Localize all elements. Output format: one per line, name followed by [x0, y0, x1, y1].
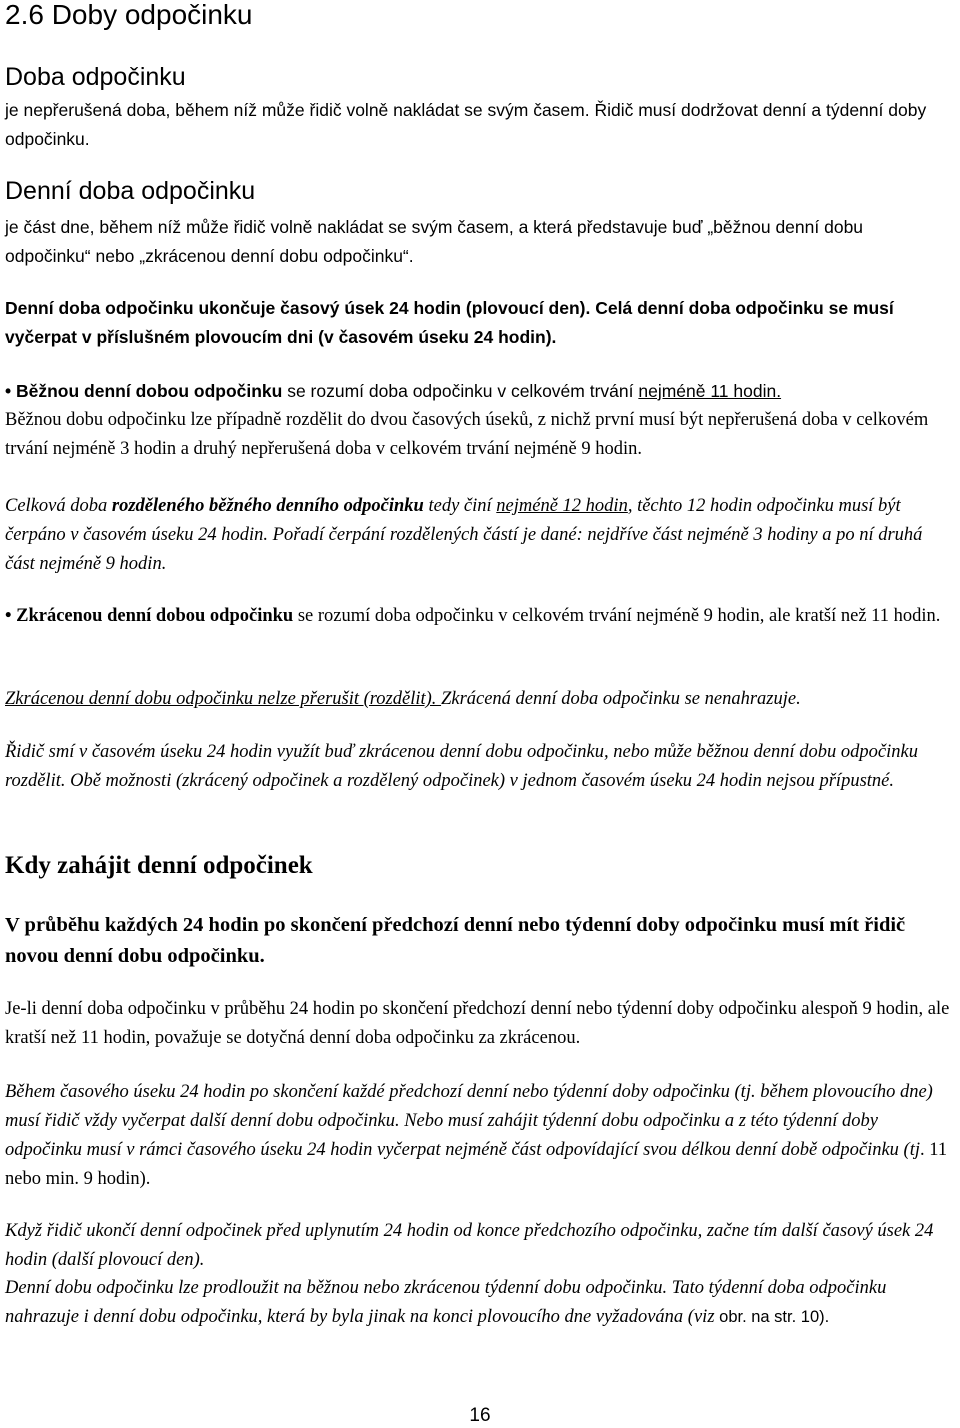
reduced-rest-bullet	[5, 602, 952, 631]
floating-day-paragraph	[5, 294, 952, 352]
split-rest-t1: Celková doba	[5, 496, 112, 516]
when-start-italic3-tail: obr. na str. 10).	[719, 1308, 830, 1326]
reduced-rest-bullet-bold: • Zkrácenou denní dobou odpočinku	[5, 606, 294, 626]
when-start-text: Je-li denní doba odpočinku v průběhu 24 hodin po skončení předchozí denní nebo týdenní doby odpočinku alespoň 9 hodin, ale kratší než 11 hodin, považuje se dotyčná denní doba odpočinku za zkrácenou.	[5, 999, 950, 1048]
driver-choice-text: Řidič smí v časovém úseku 24 hodin využít buď zkrácenou denní dobu odpočinku, nebo může běžnou denní dobu odpočinku rozdělit. Obě možnosti (zkrácený odpočinek a rozdělený odpočinek) v jednom časovém úseku 24 hodin nejsou přípustné.	[5, 742, 918, 791]
split-rest-bold: rozděleného běžného denního odpočinku	[111, 496, 424, 516]
when-start-heading: Kdy zahájit denní odpočinek	[5, 852, 313, 879]
reduced-rest-bullet-rest: se rozumí doba odpočinku v celkovém trvání nejméně 9 hodin, ale kratší než 11 hodin.	[293, 606, 941, 626]
regular-rest-bullet	[5, 377, 952, 406]
regular-rest-split-text: Běžnou dobu odpočinku lze případně rozdělit do dvou časových úseků, z nichž první musí být nepřerušená doba v celkovém trvání nejméně 3 hodin a druhý nepřerušená doba v celkovém trvání nejméně 9 hodin.	[5, 410, 929, 459]
regular-rest-min-hours: nejméně 11 hodin.	[638, 381, 782, 401]
regular-rest-bullet-rest: se rozumí doba odpočinku v celkovém trvání	[282, 381, 639, 401]
reduced-rest-no-compensation: Zkrácená denní doba odpočinku se nenahrazuje.	[441, 689, 801, 709]
daily-rest-text: je část dne, během níž může řidič volně nakládat se svým časem, a která představuje buď „běžnou denní dobu odpočinku“ nebo „zkrácenou denní dobu odpočinku“.	[5, 217, 864, 266]
reduced-rest-rule	[5, 685, 952, 714]
daily-rest-heading: Denní doba odpočinku	[5, 177, 256, 205]
split-rest-t5: , těchto 12 hodin odpočinku musí být čerpáno v časovém úseku 24 hodin. Pořadí čerpání rozdělených částí je dané: nejdříve část nejméně 3 hodiny a po ní druhá část nejméně 9 hodin.	[5, 496, 923, 574]
when-start-italic1-body: Během časového úseku 24 hodin po skončení každé předchozí denní nebo týdenní doby odpočinku (tj. během plovoucího dne) musí řidič vždy vyčerpat další denní dobu odpočinku. Nebo musí zahájit týdenní dobu odpočinku a z této týdenní doby odpočinku musí v rámci časového úseku 24 hodin vyčerpat nejméně část odpovídající svou délkou denní době odpočinku (tj	[5, 1082, 933, 1160]
when-start-italic1	[5, 1078, 952, 1194]
section-title: 2.6 Doby odpočinku	[5, 0, 253, 30]
page-number: 16	[469, 1405, 491, 1426]
floating-day-part1: Denní doba odpočinku ukončuje časový úsek 24 hodin (plovoucí den).	[5, 298, 591, 318]
when-start-italic1-tail: . 11 nebo min. 9 hodin).	[5, 1140, 948, 1189]
when-start-bold-text: V průběhu každých 24 hodin po skončení předchozí denní nebo týdenní doby odpočinku musí mít řidič novou denní dobu odpočinku.	[5, 914, 906, 967]
reduced-rest-no-split: Zkrácenou denní dobu odpočinku nelze přerušit (rozdělit).	[5, 689, 442, 709]
when-start-italic3-body: Denní dobu odpočinku lze prodloužit na běžnou nebo zkrácenou týdenní dobu odpočinku. Tato týdenní doba odpočinku nahrazuje i denní dobu odpočinku, která by byla jinak na konci plovoucího dne vyžadována (viz	[5, 1278, 887, 1327]
when-start-italic3	[5, 1274, 952, 1332]
floating-day-part2: Celá denní doba odpočinku se musí vyčerpat v příslušném plovoucím dni (v časovém úseku 24 hodin).	[5, 298, 894, 347]
split-rest-t3: tedy činí	[423, 496, 497, 516]
regular-rest-bullet-bold: • Běžnou denní dobou odpočinku	[5, 381, 283, 401]
when-start-italic2: Když řidič ukončí denní odpočinek před uplynutím 24 hodin od konce předchozího odpočinku, začne tím další časový úsek 24 hodin (další plovoucí den).	[5, 1221, 934, 1270]
rest-period-text: je nepřerušená doba, během níž může řidič volně nakládat se svým časem. Řidič musí dodržovat denní a týdenní doby odpočinku.	[5, 100, 927, 149]
split-rest-paragraph	[5, 492, 952, 579]
rest-period-heading: Doba odpočinku	[5, 63, 186, 91]
split-rest-underline: nejméně 12 hodin	[496, 496, 628, 516]
